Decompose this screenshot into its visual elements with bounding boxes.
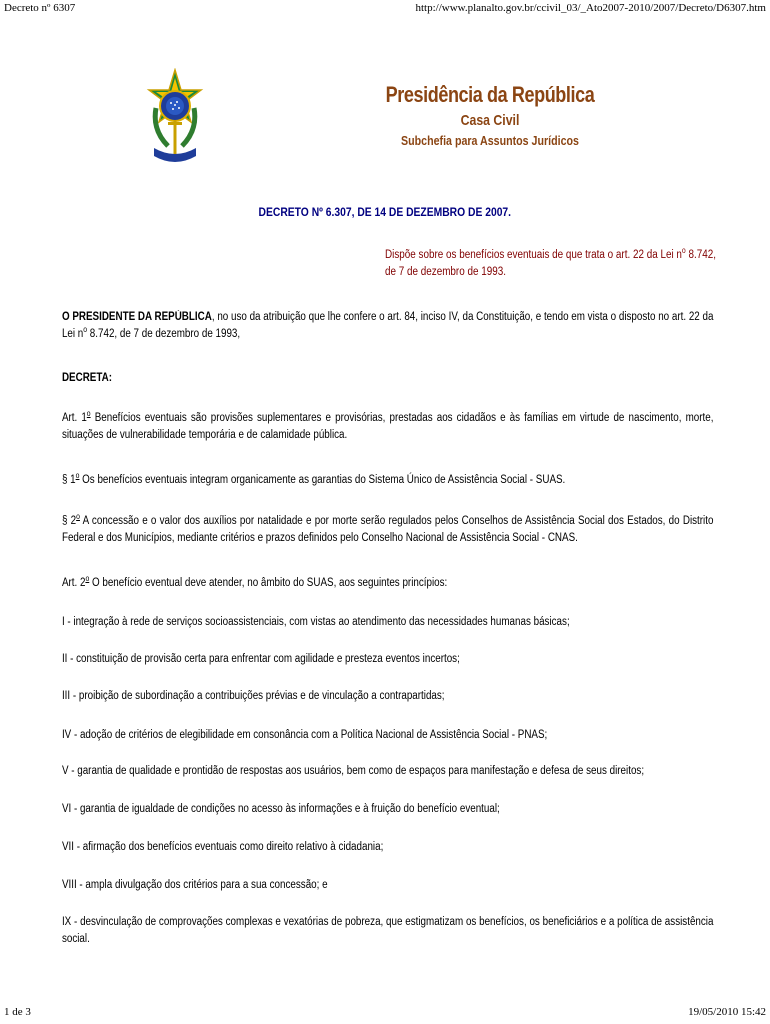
inciso-list-item xyxy=(38,688,713,705)
article-2-text: O benefício eventual deve atender, no âmbito do SUAS, aos seguintes princípios: xyxy=(89,577,448,589)
preamble xyxy=(38,309,713,343)
inciso-list-item xyxy=(38,727,713,744)
heading-subchefia: Subchefia para Assuntos Jurídicos xyxy=(401,133,579,148)
ementa-text: Dispõe sobre os benefícios eventuais de que trata o art. 22 da Lei n xyxy=(385,249,682,261)
brazil-coat-of-arms-icon xyxy=(146,68,204,168)
print-timestamp: 19/05/2010 15:42 xyxy=(688,1006,766,1018)
article-1-prefix: Art. 1 xyxy=(61,412,87,424)
article-1-text: Benefícios eventuais são provisões suplementares e provisórias, prestadas aos cidadãos e às famílias em virtude de nascimento, morte, situações de vulnerabilidade temporária e de calamidade pública. xyxy=(61,412,714,441)
inciso-4: IV - adoção de critérios de elegibilidade em consonância com a Política Nacional de Assistência Social - PNAS; xyxy=(61,729,548,741)
paragraph-1 xyxy=(38,472,713,489)
article-1 xyxy=(38,410,713,444)
inciso-list-item xyxy=(38,839,713,856)
preamble-sup: o xyxy=(83,325,88,335)
paragraph-2-sup: o xyxy=(76,512,80,522)
print-header-url[interactable]: http://www.planalto.gov.br/ccivil_03/_Ato2007-2010/2007/Decreto/D6307.htm xyxy=(415,2,766,14)
preamble-text: , no uso da atribuição que lhe confere o art. 84, inciso IV, da Constituição, e tendo em vista o disposto no art. 22 da Lei n xyxy=(61,311,714,340)
ementa xyxy=(385,247,729,281)
inciso-list-item xyxy=(38,801,713,818)
decreta xyxy=(38,370,713,387)
institution-heading xyxy=(210,82,770,148)
paragraph-1-text: Os benefícios eventuais integram organicamente as garantias do Sistema Único de Assistência Social - SUAS. xyxy=(79,474,566,486)
article-2 xyxy=(38,575,713,592)
ementa-sup: o xyxy=(681,246,686,256)
inciso-list-item xyxy=(38,877,713,894)
page-counter: 1 de 3 xyxy=(4,1006,31,1018)
paragraph-1-sup: o xyxy=(75,471,80,481)
article-2-sup: o xyxy=(85,574,90,584)
inciso-6: VI - garantia de igualdade de condições no acesso às informações e à fruição do benefício eventual; xyxy=(61,803,500,815)
print-footer xyxy=(4,1006,766,1020)
paragraph-2 xyxy=(38,513,713,547)
inciso-3: III - proibição de subordinação a contribuições prévias e de vinculação a contrapartidas; xyxy=(61,690,445,702)
decreta-label: DECRETA: xyxy=(61,372,113,384)
inciso-list-item xyxy=(38,651,713,668)
inciso-8: VIII - ampla divulgação dos critérios para a sua concessão; e xyxy=(61,879,328,891)
heading-casa-civil: Casa Civil xyxy=(460,112,520,129)
inciso-7: VII - afirmação dos benefícios eventuais como direito relativo à cidadania; xyxy=(61,841,384,853)
preamble-text-end: 8.742, de 7 de dezembro de 1993, xyxy=(87,328,241,340)
inciso-1: I - integração à rede de serviços socioassistenciais, com vistas ao atendimento das necessidades humanas básicas; xyxy=(61,616,570,628)
article-1-sup: o xyxy=(86,409,91,419)
paragraph-2-text: A concessão e o valor dos auxílios por natalidade e por morte serão regulados pelos Conselhos de Assistência Social dos Estados, do Distrito Federal e dos Municípios, mediante critérios e prazos definidos pelo Conselho Nacional de Assistência Social - CNAS. xyxy=(61,515,714,544)
inciso-9: IX - desvinculação de comprovações complexas e vexatórias de pobreza, que estigmatizam os benefícios, os beneficiários e a política de assistência social. xyxy=(61,916,714,945)
ementa-text-end: 8.742, de 7 de dezembro de 1993. xyxy=(385,249,716,278)
inciso-5: V - garantia de qualidade e prontidão de respostas aos usuários, bem como de espaços para manifestação e defesa de seus direitos; xyxy=(61,765,645,777)
inciso-list-item xyxy=(38,763,713,780)
paragraph-1-prefix: § 1 xyxy=(61,474,76,486)
paragraph-2-prefix: § 2 xyxy=(61,515,77,527)
inciso-list-item xyxy=(38,614,713,631)
article-2-prefix: Art. 2 xyxy=(61,577,86,589)
decree-title-link[interactable]: DECRETO Nº 6.307, DE 14 DE DEZEMBRO DE 2007. xyxy=(258,205,512,219)
inciso-2: II - constituição de provisão certa para enfrentar com agilidade e presteza eventos incertos; xyxy=(61,653,460,665)
decree-title[interactable] xyxy=(0,205,770,219)
heading-presidency: Presidência da República xyxy=(385,82,595,107)
inciso-list-item xyxy=(38,914,713,948)
print-header xyxy=(4,2,766,16)
print-header-title: Decreto nº 6307 xyxy=(4,2,76,14)
preamble-bold: O PRESIDENTE DA REPÚBLICA xyxy=(61,311,212,323)
